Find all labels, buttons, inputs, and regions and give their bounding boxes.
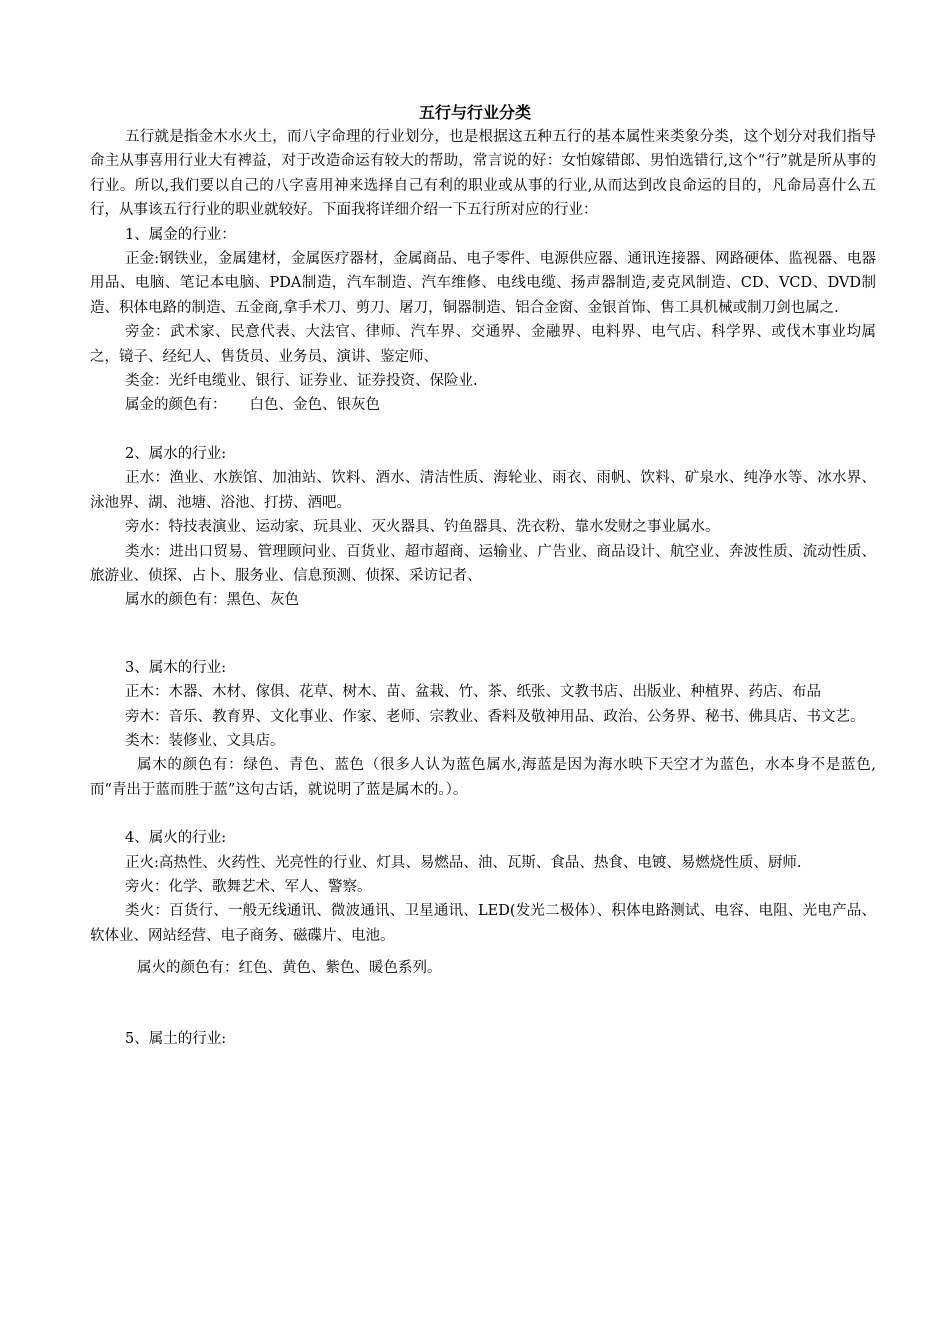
wood-lei: 类木：装修业、文具店。: [125, 732, 285, 749]
fire-lei: 类火：百货行、一般无线通讯、微波通讯、卫星通讯、LED(发光二极体）、积体电路测试、电容、电阻、光电产品、软体业、网站经营、电子商务、磁碟片、电池。: [90, 903, 876, 944]
wood-color: 属木的颜色有：绿色、青色、蓝色（很多人认为蓝色属水,海蓝是因为海水映下天空才为蓝色，水本身不是蓝色,而“青出于蓝而胜于蓝”这句古话，就说明了蓝是属木的。）。: [90, 757, 876, 798]
spacer: [90, 802, 876, 826]
earth-heading: 5、属土的行业:: [125, 1030, 227, 1047]
wood-zheng: 正木：木器、木材、傢俱、花草、树木、苗、盆栽、竹、茶、纸张、文教书店、出版业、种植界、药店、布品: [125, 684, 821, 701]
fire-color: 属火的颜色有：红色、黄色、紫色、暖色系列。: [137, 960, 442, 977]
water-heading: 2、属水的行业:: [125, 445, 227, 462]
metal-heading: 1、属金的行业：: [125, 226, 236, 243]
spacer: [90, 613, 876, 656]
spacer: [90, 948, 876, 956]
document-title: 五行与行业分类: [418, 103, 531, 122]
intro-paragraph: 五行就是指金木水火土，而八字命理的行业划分，也是根据这五种五行的基本属性来类象分类，这个划分对我们指导命主从事喜用行业大有裨益，对于改造命运有较大的帮助，常言说的好：女怕嫁错郎、男怕选错行,这个“行”就是所从事的行业。所以,我们要以自己的八字喜用神来选择自己有利的职业或从事的行业,从而达到改良命运的目的，凡命局喜什么五行，从事该五行行业的职业就较好。下面我将详细介绍一下五行所对应的行业：: [90, 129, 876, 219]
spacer: [90, 981, 876, 1027]
water-zheng: 正水：渔业、水族馆、加油站、饮料、酒水、清洁性质、海轮业、雨衣、雨帆、饮料、矿泉水、纯净水等、冰水界、泳池界、湖、池塘、浴池、打捞、酒吧。: [90, 470, 876, 511]
wood-pang: 旁木：音乐、教育界、文化事业、作家、老师、宗教业、香料及敬神用品、政治、公务界、秘书、佛具店、书文艺。: [125, 708, 865, 725]
spacer: [90, 418, 876, 442]
metal-color: 属金的颜色有： 白色、金色、银灰色: [125, 397, 381, 414]
fire-zheng: 正火:高热性、火药性、光亮性的行业、灯具、易燃品、油、瓦斯、食品、热食、电镀、易燃烧性质、厨师.: [125, 854, 802, 871]
fire-heading: 4、属火的行业:: [125, 830, 227, 847]
fire-pang: 旁火：化学、歌舞艺术、军人、警察。: [125, 878, 372, 895]
metal-pang: 旁金：武术家、民意代表、大法官、律师、汽车界、交通界、金融界、电料界、电气店、科学界、或伐木事业均属之，镜子、经纪人、售货员、业务员、演讲、鉴定师、: [90, 324, 876, 365]
metal-lei: 类金：光纤电缆业、银行、证券业、证券投资、保险业.: [125, 373, 478, 390]
wood-heading: 3、属木的行业:: [125, 659, 227, 676]
metal-zheng: 正金:钢铁业，金属建材，金属医疗器材，金属商品、电子零件、电源供应器、通讯连接器、网路硬体、监视器、电器用品、电脑、笔记本电脑、PDA制造，汽车制造、汽车维修、电线电缆、扬声器制造,麦克风制造、CD、VCD、DVD制造、积体电路的制造、五金商,拿手术刀、剪刀、屠刀，铜器制造、铝合金窗、金银首饰、售工具机械或制刀剑也属之.: [90, 251, 876, 316]
water-color: 属水的颜色有：黑色、灰色: [125, 592, 299, 609]
water-lei: 类水：进出口贸易、管理顾问业、百货业、超市超商、运输业、广告业、商品设计、航空业、奔波性质、流动性质、旅游业、侦探、占卜、服务业、信息预测、侦探、采访记者、: [90, 543, 876, 584]
water-pang: 旁水：特技表演业、运动家、玩具业、灭火器具、钓鱼器具、洗衣粉、靠水发财之事业属水。: [125, 519, 720, 536]
document-body: [90, 125, 876, 1051]
